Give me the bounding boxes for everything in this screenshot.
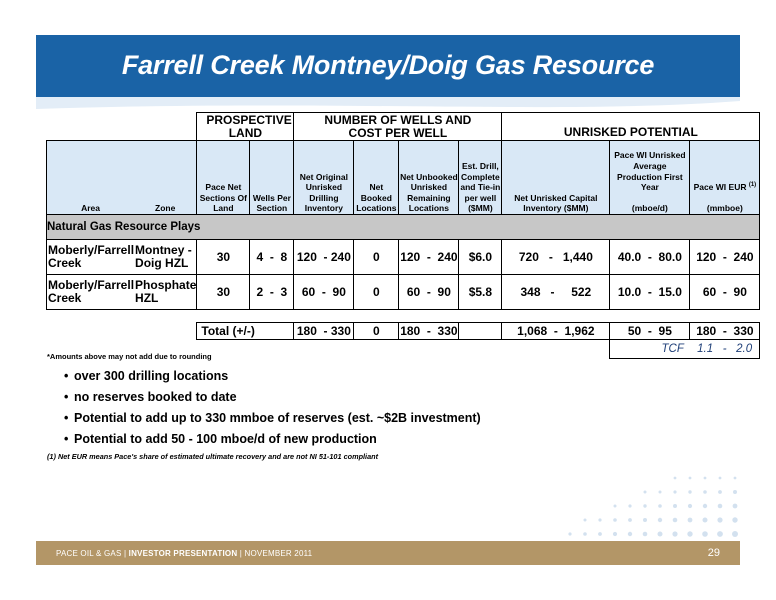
col-header-pace-wi-production-label: Pace WI Unrisked Average Production First Year [614, 150, 686, 193]
cell-net-unbooked [399, 240, 459, 275]
resource-table [46, 112, 760, 359]
bullet-item [64, 368, 481, 389]
col-header-net-booked: Net Booked Locations [354, 141, 399, 215]
group-header-number-of-wells [294, 113, 502, 141]
table-row [47, 240, 760, 275]
bullet-dot: • [64, 411, 69, 425]
bullet-dot: • [64, 390, 69, 404]
total-row [47, 323, 760, 340]
col-header-zone: Zone [134, 141, 197, 215]
cell-eur-value: 120 - 240 [696, 250, 754, 264]
total-net-booked: 0 [354, 323, 399, 340]
cell-production [610, 240, 690, 275]
bullet-dot: • [64, 369, 69, 383]
decorative-wave [36, 97, 740, 113]
bullet-text: over 300 drilling locations [74, 369, 229, 383]
col-header-pace-wi-production-unit: (mboe/d) [631, 203, 668, 214]
section-label: Natural Gas Resource Plays [47, 215, 760, 240]
spacer-row [47, 310, 760, 323]
cell-wells-per-section [250, 275, 294, 310]
cell-net-capital: 348 - 522 [502, 275, 610, 310]
col-header-net-original: Net Original Unrisked Drilling Inventory [294, 141, 354, 215]
resource-table-container [46, 112, 760, 359]
cell-net-capital-high: 522 [571, 285, 592, 299]
cell-est-drill: $5.8 [459, 275, 502, 310]
cell-net-capital-low: 348 [520, 285, 541, 299]
col-header-pace-wi-eur-sup: (1) [748, 182, 757, 189]
footer-bar [36, 541, 740, 565]
col-header-pace-wi-eur-label: Pace WI EUR [693, 182, 747, 193]
col-header-net-sections: Pace Net Sections Of Land [197, 141, 250, 215]
cell-net-sections: 30 [197, 275, 250, 310]
cell-wells-per-section-value: 4 - 8 [256, 250, 288, 264]
total-eur-value: 180 - 330 [696, 324, 754, 338]
total-production-value: 50 - 95 [627, 324, 672, 338]
footer-date: NOVEMBER 2011 [244, 549, 313, 558]
total-net-unbooked [399, 323, 459, 340]
cell-production-value: 10.0 - 15.0 [617, 285, 682, 299]
bullet-text: Potential to add up to 330 mmboe of reserves (est. ~$2B investment) [74, 411, 481, 425]
col-header-pace-wi-eur-unit: (mmboe) [706, 203, 743, 214]
total-net-original [294, 323, 354, 340]
bullet-item [64, 431, 481, 452]
tcf-value [690, 340, 760, 359]
cell-net-unbooked-value: 120 - 240 [400, 250, 458, 264]
bullet-text: no reserves booked to date [74, 390, 237, 404]
group-header-row [47, 113, 760, 141]
col-header-pace-wi-production [610, 141, 690, 215]
group-header-unrisked-potential-label: UNRISKED POTENTIAL [563, 125, 698, 139]
total-eur [690, 323, 760, 340]
bullet-text: Potential to add 50 - 100 mboe/d of new production [74, 432, 377, 446]
page-title: Farrell Creek Montney/Doig Gas Resource [121, 50, 655, 80]
total-net-capital [502, 323, 610, 340]
cell-net-capital: 720 - 1,440 [502, 240, 610, 275]
cell-net-booked: 0 [354, 240, 399, 275]
bullet-dot: • [64, 432, 69, 446]
col-header-net-unbooked: Net Unbooked Unrisked Remaining Locations [399, 141, 459, 215]
total-label: Total (+/-) [197, 323, 294, 340]
bullet-item [64, 410, 481, 431]
cell-zone: Montney - Doig HZL [134, 240, 197, 275]
footer-presentation: INVESTOR PRESENTATION [128, 549, 238, 558]
col-header-net-capital: Net Unrisked Capital Inventory ($MM) [502, 141, 610, 215]
cell-net-original [294, 275, 354, 310]
total-net-unbooked-value: 180 - 330 [400, 324, 458, 338]
group-header-prospective-land-label: PROSPECTIVE LAND [206, 113, 292, 140]
rounding-note: *Amounts above may not add due to rounding [47, 352, 212, 361]
cell-est-drill: $6.0 [459, 240, 502, 275]
cell-net-original-value: 60 - 90 [301, 285, 346, 299]
total-production [610, 323, 690, 340]
cell-area: Moberly/Farrell Creek [47, 275, 135, 310]
footer-separator: | [239, 549, 243, 558]
cell-net-unbooked-value: 60 - 90 [406, 285, 451, 299]
group-header-unrisked-potential [502, 113, 760, 141]
footer-text [56, 549, 312, 558]
title-banner [36, 35, 740, 97]
footer-company: PACE OIL & GAS [56, 549, 122, 558]
col-header-area: Area [47, 141, 135, 215]
col-header-pace-wi-eur [690, 141, 760, 215]
tcf-value-text: 1.1 - 2.0 [697, 343, 753, 355]
cell-zone: Phosphate HZL [134, 275, 197, 310]
cell-eur [690, 240, 760, 275]
cell-net-sections: 30 [197, 240, 250, 275]
cell-wells-per-section-value: 2 - 3 [256, 285, 288, 299]
section-row [47, 215, 760, 240]
footer-separator: | [123, 549, 127, 558]
total-net-original-value: 180 - 330 [296, 324, 351, 338]
table-row [47, 275, 760, 310]
cell-eur-value: 60 - 90 [702, 285, 747, 299]
page-number: 29 [707, 547, 720, 559]
cell-production [610, 275, 690, 310]
cell-wells-per-section [250, 240, 294, 275]
total-net-capital-value: 1,068 - 1,962 [517, 324, 595, 338]
footnote: (1) Net EUR means Pace's share of estimated ultimate recovery and are not NI 51-101 compliant [47, 452, 379, 461]
cell-net-capital-low: 720 [518, 250, 539, 264]
group-header-number-of-wells-label: NUMBER OF WELLS AND COST PER WELL [324, 113, 472, 140]
cell-net-original [294, 240, 354, 275]
group-header-prospective-land [197, 113, 294, 141]
col-header-wells-per-section: Wells Per Section [250, 141, 294, 215]
cell-production-value: 40.0 - 80.0 [617, 250, 682, 264]
cell-net-booked: 0 [354, 275, 399, 310]
column-header-row [47, 141, 760, 215]
bullet-list [64, 368, 481, 452]
cell-net-capital-high: 1,440 [562, 250, 593, 264]
cell-net-original-value: 120 - 240 [296, 250, 351, 264]
cell-eur [690, 275, 760, 310]
tcf-label: TCF [610, 340, 690, 359]
total-est-drill [459, 323, 502, 340]
bullet-item [64, 389, 481, 410]
col-header-est-drill: Est. Drill, Complete and Tie-in per well ($MM) [459, 141, 502, 215]
cell-net-unbooked [399, 275, 459, 310]
cell-area: Moberly/Farrell Creek [47, 240, 135, 275]
